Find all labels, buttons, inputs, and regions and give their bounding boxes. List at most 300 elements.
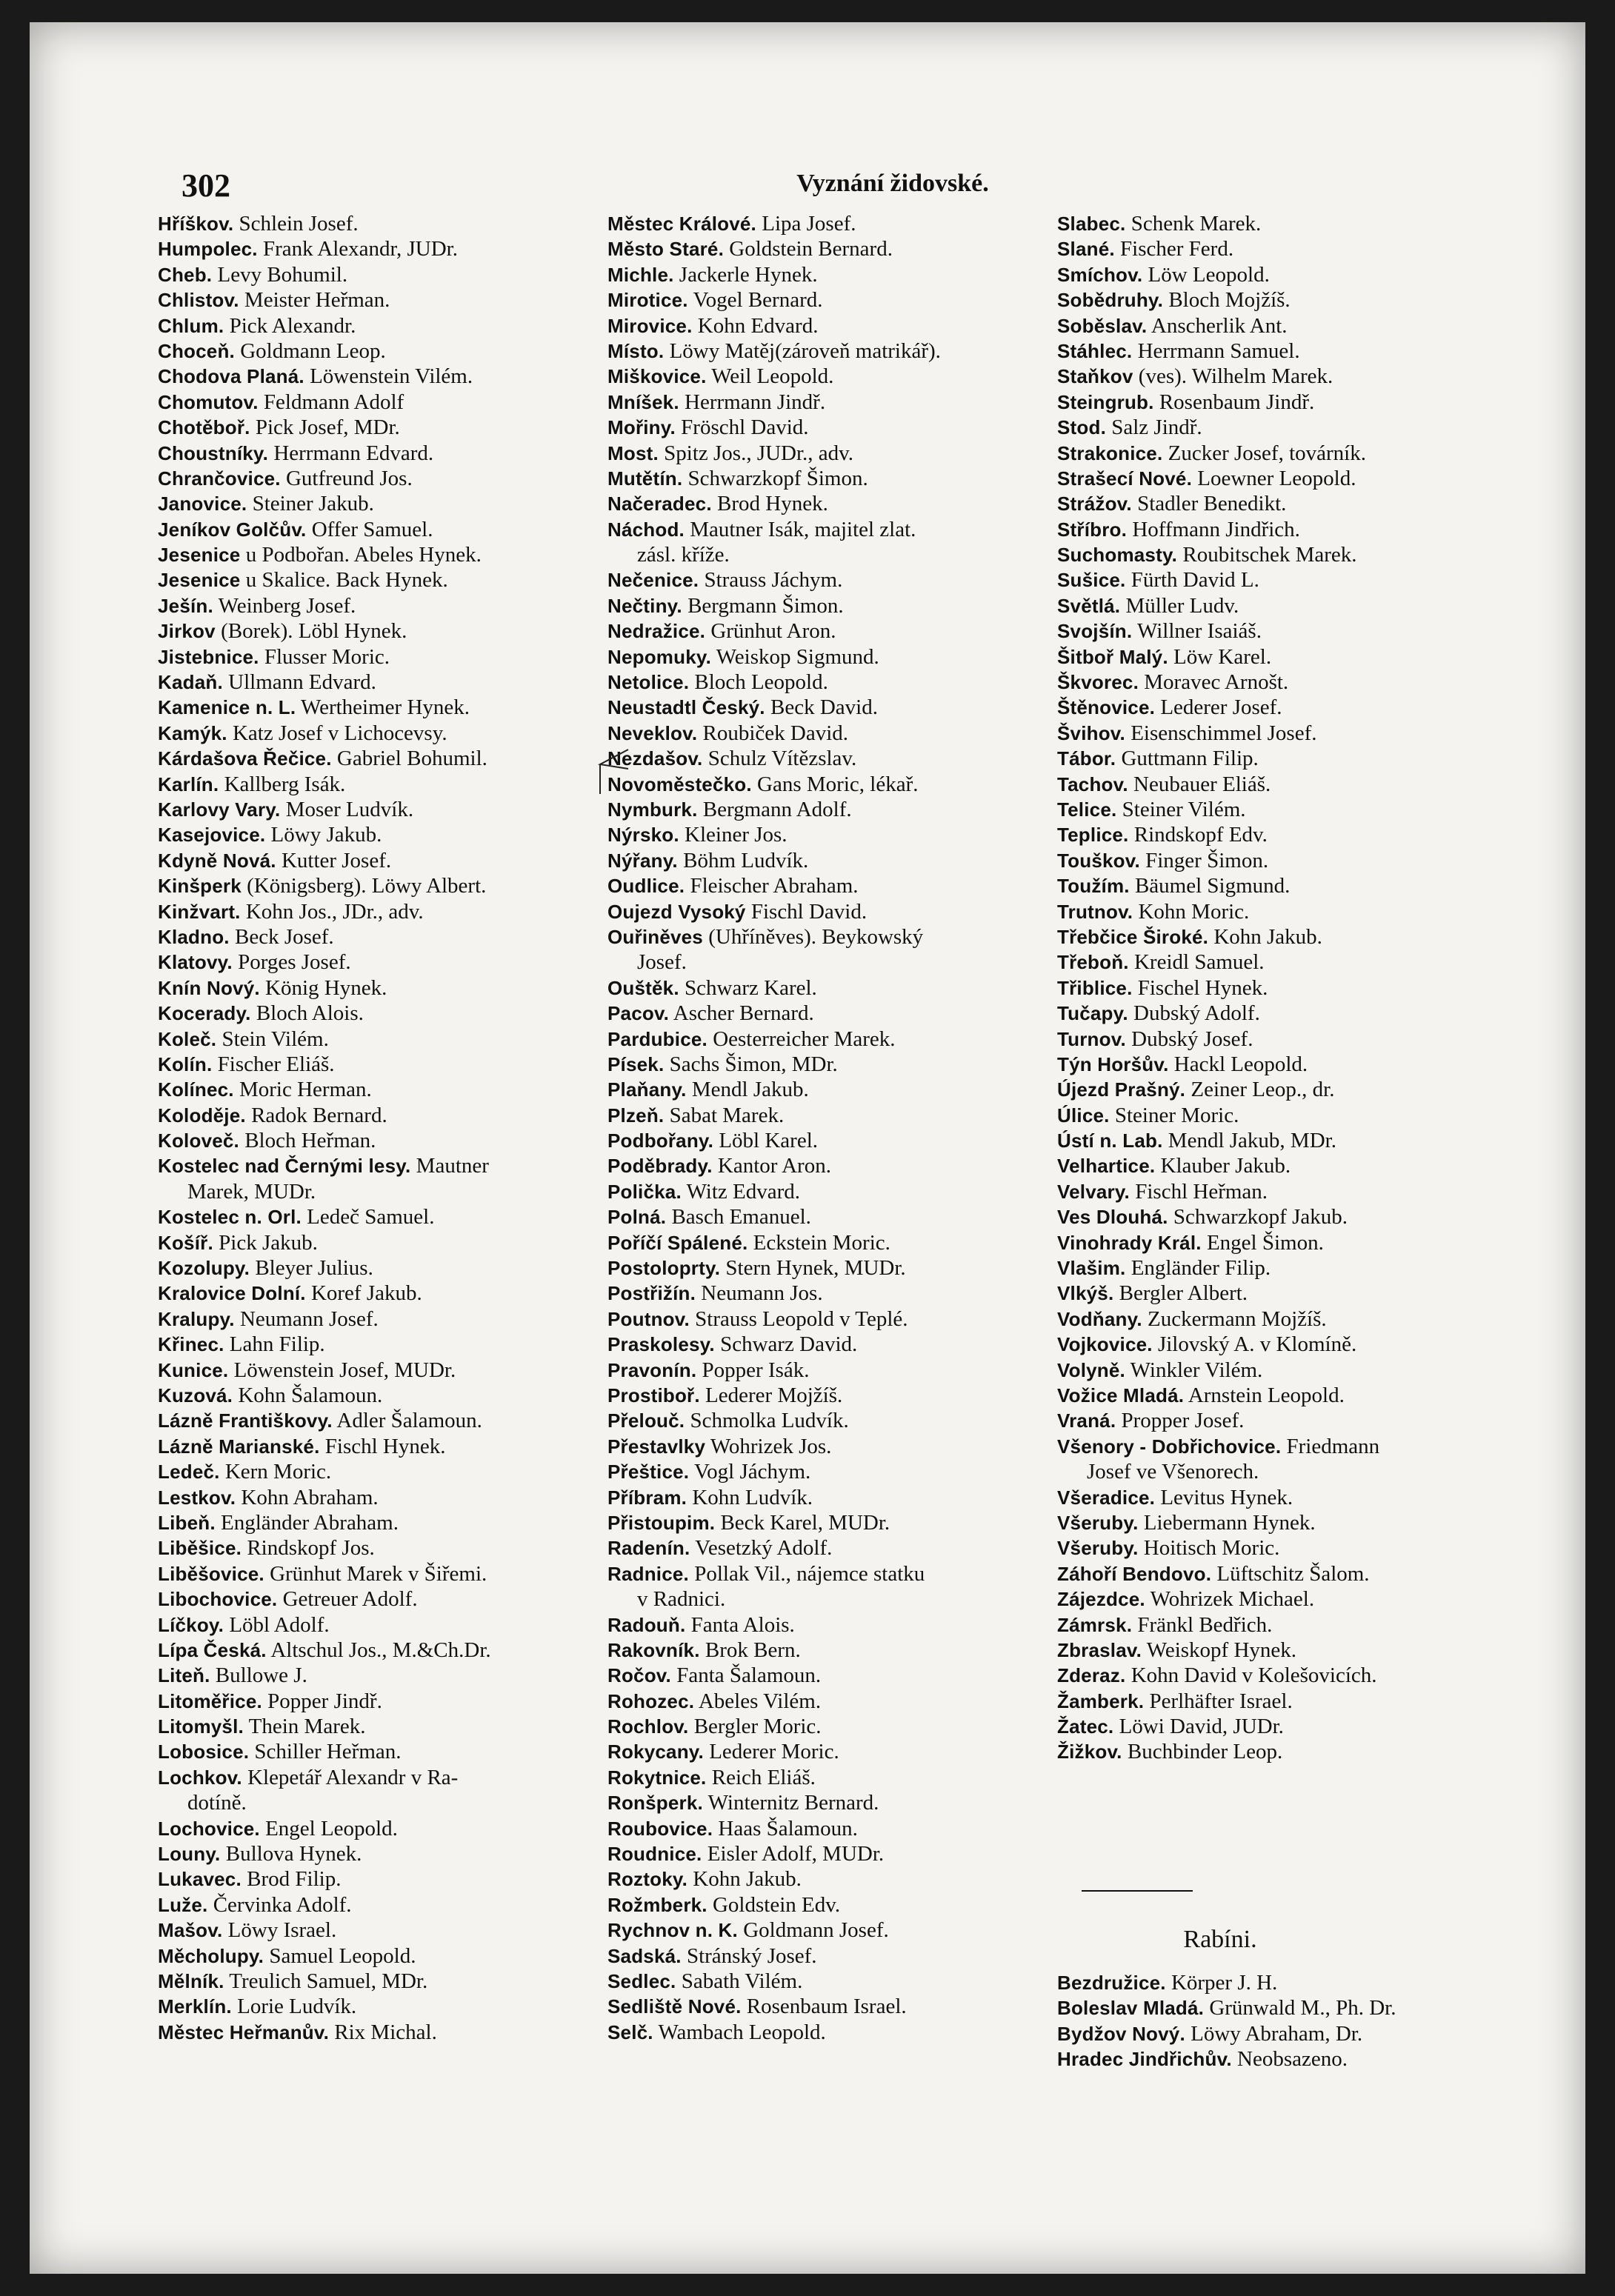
entry-name: Grünwald M., Ph. Dr. [1204, 1996, 1396, 2020]
entry-place: Nedražice. [607, 620, 706, 643]
directory-entry [607, 1281, 1067, 1306]
entry-name: Kohn Ludvík. [687, 1485, 813, 1509]
entry-name: Rindskopf Jos. [242, 1536, 375, 1561]
entry-name: Schiller Heřman. [249, 1740, 402, 1764]
directory-entry [1057, 1663, 1502, 1688]
entry-name: u Podbořan. Abeles Hynek. [240, 543, 482, 567]
entry-place: Roudnice. [607, 1843, 702, 1866]
entry-place: Vlašim. [1057, 1257, 1126, 1280]
entry-name: Rosenbaum Israel. [741, 1995, 907, 2019]
entry-place: Bydžov Nový. [1057, 2022, 1185, 2045]
entry-name: Lederer Moric. [703, 1740, 839, 1764]
directory-entry [1057, 1638, 1502, 1663]
directory-entry [607, 1383, 1067, 1408]
directory-entry [158, 1918, 602, 1943]
directory-entry [1057, 441, 1502, 466]
directory-entry [158, 466, 602, 491]
entry-place: Vlkýš. [1057, 1282, 1114, 1305]
entry-place: Ves Dlouhá. [1057, 1206, 1168, 1229]
entry-place: Lochovice. [158, 1817, 260, 1840]
directory-entry [607, 491, 1067, 516]
entry-name: Zuckermann Mojžíš. [1142, 1306, 1327, 1331]
entry-place: Janovice. [158, 493, 247, 515]
directory-entry [158, 1969, 602, 1994]
entry-name: Meister Heřman. [239, 288, 390, 313]
entry-name: Schlein Josef. [233, 212, 359, 236]
entry-name: Löw Leopold. [1142, 262, 1270, 287]
directory-entry [1057, 1408, 1502, 1433]
entry-place: Lukavec. [158, 1868, 242, 1891]
directory-entry [607, 1866, 1067, 1892]
entry-name: Engel Leopold. [259, 1816, 398, 1841]
entry-place: Kadaň. [158, 671, 223, 694]
entry-name: Schwarz David. [714, 1332, 858, 1357]
directory-entry [158, 1001, 602, 1026]
rabbis-list [1057, 1970, 1531, 2072]
directory-entry [1057, 746, 1502, 771]
entry-name: Lipa Josef. [756, 212, 856, 236]
entry-name: Lederer Mojžíš. [699, 1384, 843, 1407]
directory-entry [607, 772, 1067, 797]
directory-entry [1057, 1535, 1502, 1561]
entry-place: Všeruby. [1057, 1511, 1139, 1534]
entry-name: Reich Eliáš. [706, 1765, 816, 1789]
directory-entry [607, 1434, 1067, 1459]
entry-place: Ouštěk. [607, 976, 679, 999]
entry-place: Tučapy. [1057, 1002, 1128, 1025]
entry-name: Neubauer Eliáš. [1128, 772, 1271, 796]
entry-name: Sachs Šimon, MDr. [664, 1052, 838, 1076]
entry-place: Selč. [607, 2020, 653, 2043]
directory-entry [158, 1459, 602, 1484]
directory-entry [158, 1739, 602, 1764]
entry-place: Neustadtl Český. [607, 696, 765, 719]
entry-place: Rokycany. [607, 1741, 704, 1763]
entry-name: Dubský Josef. [1125, 1027, 1253, 1051]
directory-entry [158, 695, 602, 720]
entry-name: Gans Moric, lékař. [751, 772, 919, 796]
entry-place: Sedliště Nové. [607, 1995, 742, 2018]
directory-entry [607, 1892, 1067, 1918]
entry-place: Chotěboř. [158, 416, 250, 439]
directory-entry [607, 1663, 1067, 1688]
entry-place: Žamberk. [1057, 1689, 1145, 1712]
directory-entry [158, 1383, 602, 1408]
directory-entry [1057, 1970, 1531, 1995]
page-header [182, 167, 1100, 211]
entry-name: Klauber Jakub. [1155, 1154, 1291, 1178]
entry-place: Slabec. [1057, 213, 1126, 235]
entry-name: Herrmann Jindř. [679, 390, 826, 414]
entry-place: Choceň. [158, 339, 235, 362]
directory-entry [607, 567, 1067, 593]
entry-place: Žatec. [1057, 1715, 1114, 1738]
entry-place: Polička. [607, 1180, 682, 1203]
directory-entry [1057, 542, 1502, 567]
entry-name: Mendl Jakub, MDr. [1162, 1129, 1336, 1153]
entry-name: Kohn Jakub. [687, 1867, 802, 1892]
entry-name: Adler Šalamoun. [332, 1409, 482, 1433]
directory-entry [1057, 797, 1502, 822]
directory-entry [1057, 1306, 1502, 1332]
directory-entry [607, 1638, 1067, 1663]
entry-name: Bergler Moric. [688, 1715, 822, 1739]
entry-name: Fanta Šalamoun. [670, 1663, 822, 1688]
entry-name: Rix Michal. [329, 2020, 437, 2044]
directory-entry [158, 618, 602, 644]
entry-place: Košíř. [158, 1231, 213, 1254]
entry-name: Herrmann Samuel. [1132, 338, 1300, 363]
entry-name: Löw Karel. [1168, 644, 1272, 669]
entry-name: Lüftschitz Šalom. [1211, 1561, 1370, 1586]
entry-place: Rokytnice. [607, 1766, 707, 1789]
directory-entry [607, 2020, 1067, 2045]
entry-place: Chlistov. [158, 289, 239, 312]
entry-place: Písek. [607, 1052, 665, 1075]
entry-place: Trutnov. [1057, 900, 1133, 923]
entry-name: (Borek). Löbl Hynek. [215, 619, 407, 644]
entry-name: Offer Samuel. [306, 517, 433, 541]
entry-name: Gutfreund Jos. [280, 466, 413, 490]
directory-entry [158, 1281, 602, 1306]
directory-entry [1057, 364, 1502, 389]
directory-entry [1057, 236, 1502, 261]
directory-entry [1057, 1739, 1502, 1764]
entry-name: Kallberg Isák. [219, 772, 346, 796]
directory-entry [1057, 772, 1502, 797]
directory-entry [158, 236, 602, 261]
entry-place: Radenín. [607, 1537, 690, 1560]
entry-name: Strauss Jáchym. [699, 568, 843, 593]
entry-name: Frank Alexandr, JUDr. [257, 237, 458, 261]
entry-place: Ledeč. [158, 1461, 220, 1484]
directory-entry [1057, 567, 1502, 593]
entry-place: Plzeň. [607, 1104, 665, 1127]
entry-name: Flusser Moric. [259, 644, 390, 669]
directory-entry [607, 1306, 1067, 1332]
entry-name: Witz Edvard. [681, 1179, 801, 1204]
entry-place: Město Staré. [607, 238, 725, 261]
entry-place: Oudlice. [607, 875, 685, 898]
directory-entry [607, 593, 1067, 618]
entry-name: Kohn Šalamoun. [233, 1383, 383, 1407]
directory-entry [1057, 873, 1502, 898]
entry-place: Plaňany. [607, 1078, 687, 1101]
entry-name: Treulich Samuel, MDr. [224, 1969, 428, 1993]
directory-entry [1057, 1358, 1502, 1383]
entry-name: Schulz Vítězslav. [702, 747, 857, 771]
directory-entry [1057, 1128, 1502, 1153]
entry-name: Wohrizek Michael. [1145, 1587, 1315, 1612]
entry-name: Goldmann Josef. [737, 1918, 889, 1943]
entry-name: Kreidl Samuel. [1128, 950, 1265, 975]
entry-name: Kohn Edvard. [692, 313, 819, 338]
entry-name: Dubský Adolf. [1128, 1001, 1260, 1026]
entry-place: Zderaz. [1057, 1664, 1126, 1687]
entry-name: Goldmann Leop. [234, 338, 386, 363]
directory-entry [1057, 848, 1502, 873]
entry-place: Líčkoy. [158, 1613, 224, 1636]
entry-place: Kostelec nad Černými lesy. [158, 1155, 411, 1178]
entry-place: Karlovy Vary. [158, 798, 281, 821]
directory-entry [158, 1103, 602, 1128]
entry-name: Beck Karel, MUDr. [715, 1510, 890, 1535]
directory-entry [1057, 1281, 1502, 1306]
entry-place: Lochkov. [158, 1766, 242, 1789]
directory-entry [1057, 415, 1502, 440]
entry-name: Thein Marek. [243, 1715, 366, 1739]
directory-entry [1057, 491, 1502, 516]
entry-place: Nýrsko. [607, 824, 679, 847]
directory-entry [158, 1332, 602, 1357]
entry-name: Neumann Jos. [696, 1281, 823, 1306]
directory-entry [607, 1739, 1067, 1764]
entry-name: Jackerle Hynek. [673, 262, 818, 287]
entry-name: Ledeč Samuel. [301, 1205, 435, 1229]
entry-name: Schwarzkopf Šimon. [682, 466, 868, 490]
entry-place: Teplice. [1057, 824, 1129, 847]
entry-place: Knín Nový. [158, 976, 260, 999]
entry-name: Vogl Jáchym. [689, 1460, 811, 1484]
entry-name: Löwy Matěj(zároveň matrikář). [664, 338, 941, 363]
entry-name: Eckstein Moric. [747, 1230, 890, 1255]
entry-name: Basch Emanuel. [666, 1205, 811, 1229]
entry-place: Liběšovice. [158, 1562, 264, 1585]
entry-place: Stáhlec. [1057, 339, 1133, 362]
entry-name: Anscherlik Ant. [1147, 313, 1288, 338]
entry-place: Městec Heřmanův. [158, 2020, 330, 2043]
directory-entry [158, 670, 602, 695]
entry-name: Kohn David v Kolešovicích. [1125, 1663, 1377, 1688]
directory-entry [1057, 1001, 1502, 1026]
entry-place: Vraná. [1057, 1409, 1116, 1432]
entry-name: Gabriel Bohumil. [331, 747, 487, 771]
entry-place: Kdyně Nová. [158, 849, 276, 872]
entry-name: Levitus Hynek. [1155, 1485, 1293, 1509]
entry-place: Choustníky. [158, 441, 269, 464]
entry-place: Kamýk. [158, 721, 227, 744]
entry-place: Sadská. [607, 1944, 682, 1967]
entry-place: Polná. [607, 1206, 667, 1229]
entry-place: Roztoky. [607, 1868, 688, 1891]
entry-continuation: zásl. kříže. [637, 543, 730, 567]
directory-entry [1057, 1995, 1531, 2020]
entry-place: Kozolupy. [158, 1257, 250, 1280]
entry-place: Pravonín. [607, 1358, 697, 1381]
directory-entry [607, 1714, 1067, 1739]
entry-name: Salz Jindř. [1106, 416, 1202, 440]
entry-place: Poříčí Spálené. [607, 1231, 748, 1254]
entry-name: Popper Jindř. [262, 1689, 382, 1713]
directory-entry [607, 975, 1067, 1001]
entry-place: Škvorec. [1057, 671, 1139, 694]
entry-name: Finger Šimon. [1139, 848, 1269, 872]
entry-place: Radouň. [607, 1613, 686, 1636]
entry-place: Karlín. [158, 772, 219, 795]
entry-place: Koleč. [158, 1027, 217, 1050]
entry-place: Radnice. [607, 1562, 689, 1585]
entry-name: Propper Josef. [1116, 1409, 1245, 1433]
directory-entry [607, 313, 1067, 338]
entry-place: Chodova Planá. [158, 365, 304, 388]
entry-place: Nezdašov. [607, 747, 703, 770]
directory-entry [158, 517, 602, 542]
directory-entry [607, 1561, 1067, 1612]
entry-place: Nečtiny. [607, 594, 682, 617]
entry-name: Oesterreicher Marek. [707, 1027, 896, 1051]
entry-place: Všenory - Dobřichovice. [1057, 1435, 1282, 1458]
entry-name: Stein Vilém. [216, 1027, 329, 1051]
entry-place: Světlá. [1057, 594, 1121, 617]
entry-name: Schwarz Karel. [679, 975, 817, 1000]
directory-entry [158, 1943, 602, 1969]
entry-name: Kutter Josef. [276, 848, 392, 872]
directory-entry [1057, 262, 1502, 287]
directory-entry [1057, 593, 1502, 618]
bracket-mark [585, 748, 630, 800]
entry-place: Liběšice. [158, 1537, 242, 1560]
entry-name: Zeiner Leop., dr. [1185, 1078, 1335, 1102]
entry-name: Steiner Moric. [1109, 1103, 1239, 1127]
entry-name: Eisler Adolf, MUDr. [702, 1842, 885, 1866]
directory-entry [607, 338, 1067, 364]
entry-place: Mělník. [158, 1969, 224, 1992]
directory-entry [158, 873, 602, 898]
entry-name: Samuel Leopold. [264, 1943, 416, 1968]
directory-entry [607, 1765, 1067, 1790]
entry-place: Žižkov. [1057, 1741, 1122, 1763]
entry-name: Mautner Isák, majitel zlat. [684, 517, 916, 541]
entry-place: Humpolec. [158, 238, 258, 261]
directory-entry [158, 797, 602, 822]
directory-entry [607, 236, 1067, 261]
directory-entry [607, 1230, 1067, 1255]
entry-place: Ročov. [607, 1664, 671, 1687]
directory-entry [158, 1994, 602, 2019]
directory-entry [607, 1332, 1067, 1357]
entry-name: Fischel Hynek. [1132, 975, 1268, 1000]
entry-name: Pick Alexandr. [224, 313, 356, 338]
directory-entry [607, 848, 1067, 873]
entry-name: Herrmann Edvard. [268, 441, 434, 465]
entry-name: Mendl Jakub. [686, 1078, 809, 1102]
directory-entry [158, 1638, 602, 1663]
directory-entry [607, 797, 1067, 822]
directory-entry [1057, 1077, 1502, 1102]
entry-place: Újezd Prašný. [1057, 1078, 1186, 1101]
entry-name: u Skalice. Back Hynek. [240, 568, 448, 593]
directory-entry [607, 1612, 1067, 1638]
directory-entry [158, 721, 602, 746]
directory-entry [158, 1892, 602, 1918]
directory-entry [607, 1790, 1067, 1815]
entry-name: Moser Ludvík. [280, 797, 414, 821]
directory-entry [158, 1230, 602, 1255]
entry-place: Mirotice. [607, 289, 688, 312]
entry-place: Přestavlky [607, 1435, 706, 1458]
directory-entry [158, 542, 602, 567]
entry-place: Vožice Mladá. [1057, 1384, 1185, 1406]
entry-place: Litoměřice. [158, 1689, 262, 1712]
entry-name: Mautner [410, 1154, 489, 1178]
directory-entry [607, 1918, 1067, 1943]
directory-entry [607, 211, 1067, 236]
directory-entry [158, 1510, 602, 1535]
entry-name: (Königsberg). Löwy Albert. [241, 874, 487, 898]
running-title: Vyznání židovské. [796, 170, 989, 197]
directory-entry [607, 721, 1067, 746]
entry-place: Oujezd Vysoký [607, 900, 746, 923]
entry-place: Netolice. [607, 671, 690, 694]
directory-entry [158, 1408, 602, 1433]
entry-name: Engländer Abraham. [215, 1510, 399, 1535]
entry-name: Bleyer Julius. [250, 1256, 373, 1281]
entry-name: Haas Šalamoun. [713, 1816, 858, 1841]
entry-name: Bloch Heřman. [239, 1129, 376, 1153]
entry-name: Roubiček David. [697, 721, 849, 745]
entry-name: Brok Bern. [699, 1638, 801, 1662]
entry-name: Bergmann Adolf. [697, 798, 852, 821]
entry-name: Engländer Filip. [1125, 1256, 1271, 1281]
directory-entry [1057, 1052, 1502, 1077]
entry-place: Bezdružice. [1057, 1972, 1166, 1994]
entry-place: Kasejovice. [158, 824, 266, 847]
entry-name: Kohn Moric. [1133, 899, 1250, 924]
entry-place: Strážov. [1057, 493, 1132, 515]
directory-entry [607, 1052, 1067, 1077]
entry-place: Místo. [607, 339, 665, 362]
entry-continuation: v Radnici. [637, 1587, 726, 1612]
entry-place: Toužím. [1057, 875, 1130, 898]
entry-place: Mutětín. [607, 467, 683, 490]
directory-entry [1057, 822, 1502, 847]
directory-entry [607, 364, 1067, 389]
entry-place: Neveklov. [607, 721, 698, 744]
directory-entry [607, 1816, 1067, 1841]
entry-place: Most. [607, 441, 659, 464]
entry-place: Soběslav. [1057, 314, 1148, 337]
entry-place: Mirovice. [607, 314, 693, 337]
entry-place: Mníšek. [607, 390, 679, 413]
directory-entry [158, 950, 602, 975]
entry-name: (Uhříněves). Beykowský [702, 924, 924, 949]
entry-name: Fischl Heřman. [1129, 1179, 1268, 1204]
entry-place: Velhartice. [1057, 1155, 1156, 1178]
section-divider [1082, 1890, 1193, 1892]
directory-entry [607, 390, 1067, 415]
entry-place: Mořiny. [607, 416, 676, 439]
entry-name: Buchbinder Leop. [1122, 1740, 1283, 1764]
entry-place: Telice. [1057, 798, 1117, 821]
entry-name: Goldstein Bernard. [724, 237, 893, 261]
entry-continuation: Josef. [637, 950, 687, 975]
directory-entry [1057, 313, 1502, 338]
directory-entry [607, 618, 1067, 644]
entry-place: Kinžvart. [158, 900, 241, 923]
column-1 [158, 211, 602, 2045]
entry-place: Vinohrady Král. [1057, 1231, 1202, 1254]
entry-place: Podbořany. [607, 1129, 714, 1152]
directory-entry [158, 491, 602, 516]
directory-entry [1057, 618, 1502, 644]
entry-place: Třeboň. [1057, 951, 1129, 974]
entry-place: Rychnov n. K. [607, 1919, 738, 1942]
entry-name: Fischl David. [745, 899, 868, 924]
entry-place: Kocerady. [158, 1002, 251, 1025]
directory-entry [1057, 466, 1502, 491]
entry-place: Kinšperk [158, 875, 242, 898]
entry-place: Nečenice. [607, 569, 699, 592]
